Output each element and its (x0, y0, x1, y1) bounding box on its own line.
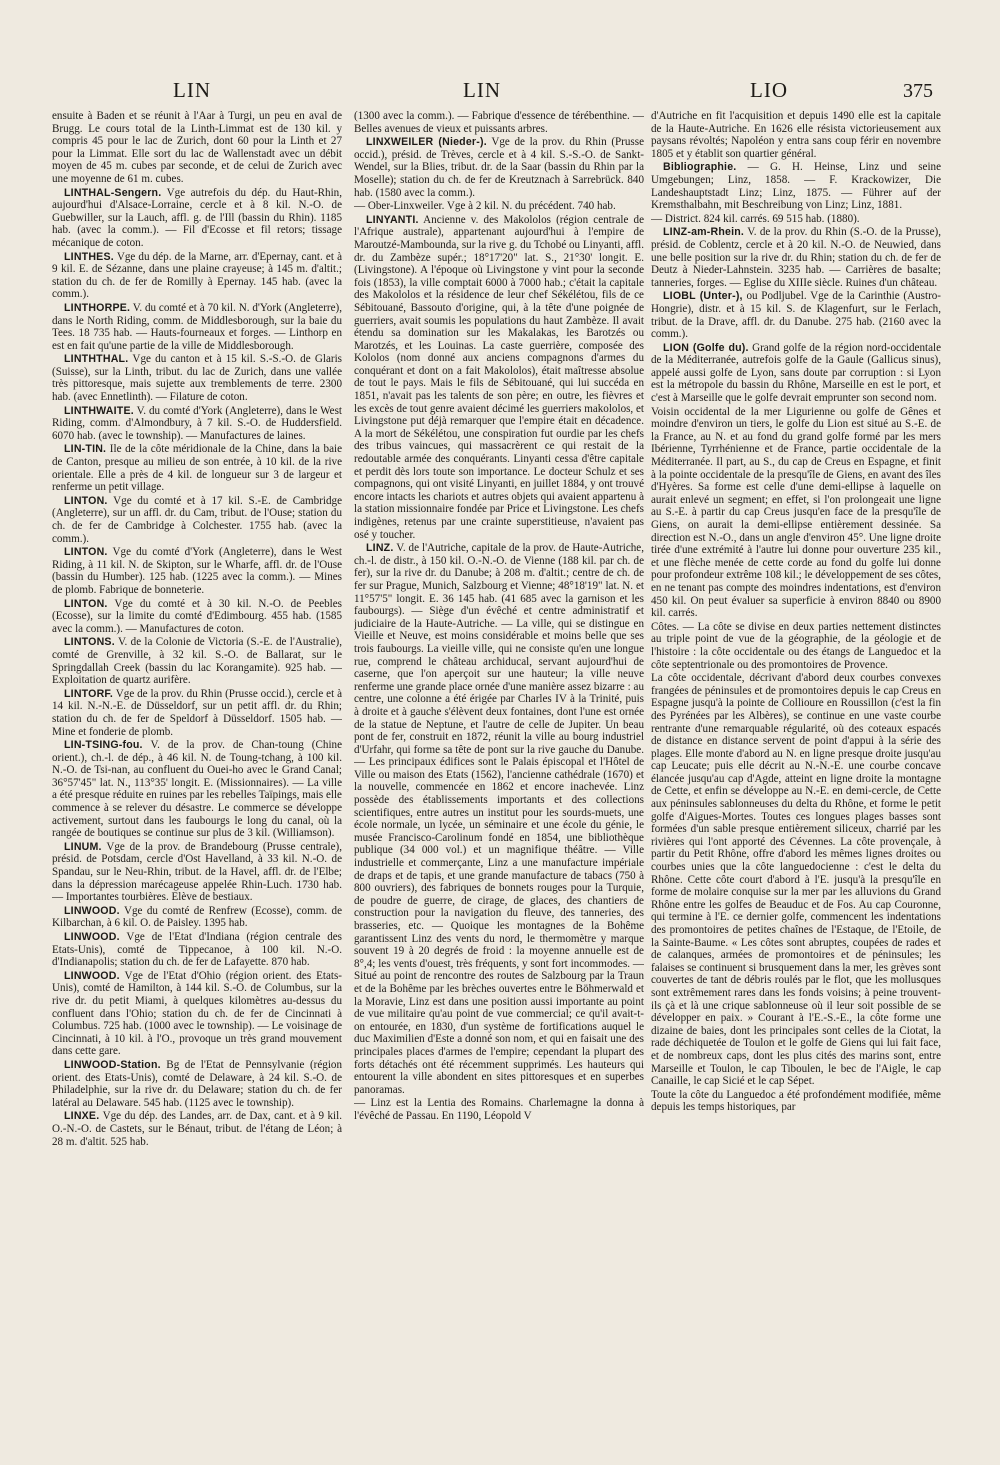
entry-text: La côte occidentale, décrivant d'abord deux courbes convexes frangées de péninsules et de promontoires depuis le cap Creus en Espagne jusqu'à la pointe de Collioure en Roussillon (c'est la fin des Pyrénées par les Albères), se continue en une vaste courbe rentrante d'une remarquable régularité, où des coteaux espacés de distance en distance servent de point d'appui à la série des plages. Elle monte d'abord au N. en ligne presque droite jusqu'au cap Leucate; puis elle décrit au N.-N.-E. une courbe concave élancée jusqu'au cap d'Agde, atteint en ligne droite la montagne de Cette, et enfin se développe au N.-E. en demi-cercle, de Cette aux péninsules sablonneuses du delta du Rhône, et forme le petit golfe d'Aigues-Mortes. Toutes ces longues plages basses sont formées d'un sable presque entièrement siliceux, charrié par les rivières qui l'ont apporté des Cévennes. La côte provençale, à partir du Petit Rhône, offre d'abord les mêmes lignes droites ou courbes unies que la côte languedocienne : c'est le delta du Rhône. Cette côte court d'abord à l'E. jusqu'à la presqu'île en forme de molaire conquise sur la mer par les alluvions du Grand Rhône entre les golfes de Beauduc et de Fos. Au cap Couronne, qui termine à l'E. ce dernier golfe, commencent les indentations des promontoires de petites chaînes de l'Estaque, de l'Etoile, de la Sainte-Baume. « Les côtes sont abruptes, coupées de rades et de calanques, armées de promontoires et de péninsules; les falaises se continuent si brusquement dans la mer, les grèves sont couvertes de tant de débris roulés par le flot, que les mollusques sont extrêmement rares dans les fonds voisins; à peine trouvent-ils çà et là une crique sablonneuse où il leur soit possible de se développer en paix. » Courant à l'E.-S.-E., la côte forme une dizaine de baies, dont les principales sont celles de la Ciotat, la rade déchiquetée de Toulon et le golfe de Giens qui lui fait face, et de nombreux caps, dont les plus cités des marins sont, entre Marseille et Toulon, le cap Tiboulen, le bec de l'Aigle, le cap Canaille, le cap Sicié et le cap Sépet. (651, 672, 941, 1088)
entry-headword: LINZ-am-Rhein. (663, 226, 745, 239)
entry-text: Vge du dép. de la Marne, arr. d'Epernay, cant. et à 9 kil. E. de Sézanne, dans une plaine crayeuse; à 145 m. d'altit.; station du ch. de fer de Romilly à Epernay. 145 hab. (avec la comm.). (52, 250, 342, 301)
dictionary-entry (651, 110, 941, 160)
entry-headword: LINTHWAITE. (64, 404, 134, 417)
entry-text: — District. 824 kil. carrés. 69 515 hab. (1880). (651, 212, 860, 225)
dictionary-entry (354, 136, 644, 199)
entry-headword: LINYANTI. (366, 213, 419, 226)
entry-text: — G. H. Heinse, Linz und seine Umgebungen; Linz, 1858. — F. Krackowizer, Die Landeshauptstadt Linz; Linz, 1875. — Führer auf der Kremsthalbahn, mit Beschreibung von Linz; Linz, 1881. (651, 161, 941, 212)
dictionary-entry (52, 110, 342, 186)
entry-headword: LIN-TSING-fou. (64, 739, 143, 752)
dictionary-entry (52, 187, 342, 250)
dictionary-entry (52, 1110, 342, 1148)
entry-headword: LINZ. (366, 542, 394, 555)
entry-text: Vge du comté de Renfrew (Ecosse), comm. de Kilbarchan, à 6 kil. O. de Paisley. 1395 hab. (52, 904, 342, 930)
dictionary-entry (52, 931, 342, 969)
entry-text: Vge autrefois du dép. du Haut-Rhin, aujourd'hui d'Alsace-Lorraine, cercle et à 8 kil. N.-O. de Guebwiller, sur la Lauch, affl. g. de l'Ill (bassin du Rhin). 1185 hab. (avec la comm.). — Fil d'Ecosse et fil retors; tissage mécanique de coton. (52, 186, 342, 249)
text-column-3 (651, 110, 941, 1450)
entry-headword: LIOBL (Unter-), (663, 290, 743, 303)
entry-text: Vge du canton et à 15 kil. S.-S.-O. de Glaris (Suisse), sur la Linth, tribut. du lac de Zurich, dans une vallée très pittoresque, mais sujette aux tremblements de terre. 2300 hab. (avec Ennetlinth). — Filature de coton. (52, 353, 342, 404)
text-column-2 (354, 110, 644, 1450)
entry-text: V. de l'Autriche, capitale de la prov. de Haute-Autriche, ch.-l. de distr., à 150 kil. O.-N.-O. de Vienne (188 kil. par ch. de fer), sur la rive dr. du Danube; à 208 m. d'altit.; centre de ch. de fer sur Prague, Munich, Salzbourg et Vienne; 48°18'19" lat. N. et 11°57'5" longit. E. 36 145 hab. (41 685 avec la garnison et les faubourgs). — Siège d'un évêché et centre administratif et judiciaire de la Haute-Autriche. — La ville, qui se distingue en Vieille et Neuve, est moins considérable et moins belle que ses trois faubourgs. La vieille ville, qui ne consiste qu'en une longue rue, comprend le château archiducal, servant aujourd'hui de caserne, que l'on aperçoit sur une hauteur; la ville neuve renferme une grande place ornée d'une manière assez bizarre : au centre, une colonne a été érigée par Charles IV à la Trinité, puis à droite et à gauche s'élèvent deux fontaines, dont l'une est ornée de la statue de Neptune, et l'autre de celle de Jupiter. Un beau pont de fer, construit en 1872, réunit la ville au bourg industriel d'Urfahr, qui forme sa tête de pont sur la rive gauche du Danube. — Les principaux édifices sont le Palais épiscopal et l'Hôtel de Ville ou maison des Etats (1562), l'ancienne cathédrale (1670) et la nouvelle, commencée en 1862 et encore inachevée. Linz possède des établissements importants et des collections scientifiques, entre autres un institut pour les sourds-muets, une école normale, un lycée, un séminaire et une école du génie, le musée Francisco-Carolinum fondé en 1854, une bibliothèque publique (34 000 vol.) et un magnifique théâtre. — Ville industrielle et commerçante, Linz a une manufacture impériale de draps et de tapis, et une grande manufacture de tabacs (750 à 800 ouvriers), des fabriques de bonnets rouges pour la Turquie, de poudre de guerre, de cirage, de glaces, des chantiers de construction pour la navigation du fleuve, des tanneries, des brasseries, etc. — Quoique les montagnes de la Bohême garantissent Linz des vents du nord, le thermomètre y marque souvent 19 à 20 degrés de froid : la moyenne annuelle est de 8°,4; les vents d'ouest, très fréquents, y sont fort incommodes. — Situé au point de rencontre des routes de Salzbourg par la Traun et de la Bohême par les brèches ouvertes entre le Böhmerwald et la Moravie, Linz est dans une position aussi importante au point de vue militaire qu'au point de vue commercial; ce qu'il avait-t-on entourée, en 1830, d'un système de fortifications auquel le duc Maximilien d'Este a donné son nom, et qui en faisait une des principales places d'armes de l'empire; cependant la plupart des forts détachés ont été récemment supprimés. Les hauteurs qui entourent la ville abondent en sites pittoresques et en superbes panoramas. (354, 542, 644, 1096)
dictionary-entry (52, 302, 342, 352)
dictionary-entry (52, 405, 342, 443)
entry-text: V. de la Colonie de Victoria (S.-E. de l'Australie), comté de Grenville, à 32 kil. S.-O. de Ballarat, sur le Springdallah Creek (bassin du lac Korangamite). 925 hab. — Exploitation de quartz aurifère. (52, 636, 342, 687)
entry-headword: LINTHORPE. (64, 301, 131, 314)
dictionary-entry (52, 688, 342, 738)
entry-headword: LINTHTHAL. (64, 353, 129, 366)
dictionary-entry (52, 546, 342, 596)
entry-headword: LINWOOD-Station. (64, 1058, 161, 1071)
dictionary-entry (354, 200, 644, 213)
text-column-1 (52, 110, 342, 1450)
dictionary-entry (52, 970, 342, 1058)
entry-headword: LINWOOD. (64, 969, 120, 982)
entry-text: Vge de la prov. du Rhin (Prusse occid.), cercle et à 14 kil. N.-N.-E. de Düsseldorf, sur un petit affl. dr. du Rhin; station du ch. de fer de Speldorf à Düsseldorf. 1505 hab. — Mine et fonderie de plomb. (52, 687, 342, 738)
entry-text: ou Podljubel. Vge de la Carinthie (Austro-Hongrie), distr. et à 15 kil. S. de Klagenfurt, sur le Ferlach, tribut. de la Drave, affl. dr. du Danube. 275 hab. (2160 avec la comm.). (651, 290, 941, 341)
entry-text: d'Autriche en fit l'acquisition et depuis 1490 elle est la capitale de la Haute-Autriche. En 1626 elle résista victorieusement aux paysans révoltés; Napoléon y entra sans coup férir en novembre 1805 et y établit son quartier général. (651, 110, 941, 160)
entry-text: V. de la prov. du Rhin (S.-O. de la Prusse), présid. de Coblentz, cercle et à 20 kil. N.-O. de Neuwied, dans une belle position sur la rive dr. du Rhin; station du ch. de fer de Deutz à Nieder-Lahnstein. 3235 hab. — Carrières de basalte; tanneries, forges. — Eglise du XIIIe siècle. Ruines d'un château. (651, 226, 941, 289)
entry-text: Voisin occidental de la mer Ligurienne ou golfe de Gênes et moindre d'environ un tiers, le golfe du Lion est situé au S.-E. de la France, au N. et au fond du grand golfe formé par les mers Ibérienne, Tyrrhénienne et de France, partie occidentale de la Méditerranée. Il part, au S., du cap de Creus en Espagne, et finit à la pointe occidentale de la presqu'île de Giens, en avant des îles d'Hyères. Sa forme est celle d'une demi-ellipse à laquelle on aurait enlevé un segment; en effet, si l'on prolongeait une ligne au S.-E. à partir du cap Creus jusqu'en face de la presqu'île de Giens, on aurait la demi-ellipse entièrement dessinée. Sa direction est N.-O., dans un angle d'environ 45°. Une ligne droite tirée d'une extrémité à l'autre lui donne pour ouverture 235 kil., et une flèche menée de cette corde au fond du golfe lui donne pour profondeur extrême 108 kil.; le développement de ses côtes, en ne tenant pas compte des moindres indentations, est d'environ 450 kil. On peut évaluer sa superficie à environ 8840 ou 8900 kil. carrés. (651, 405, 941, 620)
dictionary-entry (651, 161, 941, 211)
entry-text: Vge de l'Etat d'Indiana (région centrale des Etats-Unis), comté de Tippecanoe, à 100 kil. N.-O. d'Indianapolis; station du ch. de fer de Lafayette. 870 hab. (52, 931, 342, 969)
entry-text: — Linz est la Lentia des Romains. Charlemagne la donna à l'évêché de Passau. En 1190, Léopold V (354, 1097, 644, 1122)
entry-headword: LINTON. (64, 494, 108, 507)
entry-headword: LINTON. (64, 546, 108, 559)
dictionary-entry (52, 598, 342, 636)
entry-headword: Bibliographie. (663, 161, 737, 174)
entry-text: Grand golfe de la région nord-occidentale de la Méditerranée, autrefois golfe de la Gaule (Gallicus sinus), appelé aussi golfe de Lyon, sans doute par corruption : si Lyon est la métropole du bassin du Rhône, Marseille en est le port, et c'est à Marseille que le golfe devrait emprunter son second nom. (651, 341, 941, 405)
dictionary-entry (52, 636, 342, 686)
dictionary-entry (52, 739, 342, 840)
dictionary-entry (354, 542, 644, 1096)
entry-headword: LINXE. (64, 1110, 100, 1123)
entry-headword: LINTORF. (64, 687, 114, 700)
entry-headword: LINTHAL-Sengern. (64, 186, 162, 199)
entry-text: Ile de la côte méridionale de la Chine, dans la baie de Canton, presque au milieu de son entrée, à 10 kil. de la rive orientale. Elle a près de 4 kil. de longueur sur 3 de largeur et renferme un petit village. (52, 443, 342, 494)
dictionary-entry (651, 213, 941, 226)
dictionary-entry (52, 841, 342, 904)
entry-headword: LIN-TIN. (64, 443, 107, 456)
dictionary-entry (651, 1089, 941, 1114)
entry-text: V. du comté et à 70 kil. N. d'York (Angleterre), dans le North Riding, comm. de Middlesborough, sur la baie du Tees. 18 735 hab. — Hauts-fourneaux et forges. — Linthorp en est en fait qu'une partie de la ville de Middlesborough. (52, 301, 342, 352)
entry-text: Vge du comté et à 17 kil. S.-E. de Cambridge (Angleterre), sur un affl. dr. du Cam, tribut. de l'Ouse; station du ch. de fer de Cambridge à Colchester. 1755 hab. (avec la comm.). (52, 494, 342, 545)
entry-headword: LINUM. (64, 840, 102, 853)
entry-text: Vge du comté d'York (Angleterre), dans le West Riding, à 11 kil. N. de Skipton, sur le Wharfe, affl. dr. de l'Ouse (bassin du Humber). 125 hab. (1225 avec la comm.). — Mines de plomb. Fabrique de bonneterie. (52, 546, 342, 596)
entry-text: Côtes. — La côte se divise en deux parties nettement distinctes au triple point de vue de la géographie, de la géologie et de l'histoire : la côte occidentale ou des étangs de Languedoc et la côte septentrionale ou des promontoires de Provence. (651, 620, 941, 671)
entry-text: Vge du comté et à 30 kil. N.-O. de Peebles (Ecosse), sur la limite du comté d'Edimbourg. 455 hab. (1585 avec la comm.). — Manufactures de coton. (52, 597, 342, 635)
entry-headword: LION (Golfe du). (663, 341, 749, 354)
entry-text: — Ober-Linxweiler. Vge à 2 kil. N. du précédent. 740 hab. (354, 200, 616, 213)
dictionary-entry (651, 226, 941, 289)
dictionary-entry (52, 443, 342, 493)
page-number: 375 (903, 80, 933, 102)
entry-headword: LINTON. (64, 597, 108, 610)
dictionary-entry (354, 1097, 644, 1122)
entry-text: V. du comté d'York (Angleterre), dans le West Riding, comm. d'Almondbury, à 7 kil. S.-O. de Huddersfield. 6070 hab. (avec le township). — Manufactures de laines. (52, 404, 342, 442)
dictionary-entry (354, 214, 644, 541)
entry-text: Ancienne v. des Makololos (région centrale de l'Afrique australe), appartenant aujourd'hui à l'empire de Maroutzé-Mambounda, sur la rive g. du Tchobé ou Linyanti, affl. dr. du Zambèze supér.; 18°17'20" lat. S., 21°30' longit. E. (Livingstone). A l'époque où Livingstone y vint pour la seconde fois (1853), la ville comptait 6000 à 7000 hab.; c'était la capitale des Makololos et la résidence de leur chef Sékélétou, fils de ce Sébitouané, Bassouto d'origine, qui, à la tête d'une poignée de guerriers, avait soumis les populations du haut Zambèze. Il avait étendu sa domination sur les Makalakas, les Barotzés ou Marotzés, et les Louinas. La caste guerrière, composée des Kololos (nom donné aux anciens compagnons d'armes du conquérant et dont on a fait Makololos), était maîtresse absolue de tout le pays. Mais le fils de Sébitouané, qui lui succéda en 1851, n'avait pas les talents de son père; en outre, les fièvres et les excès de tout genre avaient décimé les guerriers makololos, et Livingstone put déjà remarquer que l'empire était en décadence. A la mort de Sékélétou, une conspiration fut ourdie par les chefs des tribus vaincues, qui massacrèrent ce qui restait de la redoutable armée des conquérants. Linyanti cessa d'être capitale et perdit dès lors toute son importance. Le docteur Schulz et ses compagnons, qui ont visité Linyanti, en juillet 1884, y ont trouvé encore intacts les chariots et autres objets qui avaient appartenu à la station missionnaire fondée par Price et Livingstone. Les chefs indigènes, retenus par une crainte superstitieuse, n'avaient pas osé y toucher. (354, 213, 644, 541)
entry-text: Vge de la prov. du Rhin (Prusse occid.), présid. de Trèves, cercle et à 4 kil. S.-S.-O. de Sankt-Wendel, sur la Blies, tribut. dr. de la Saar (bassin du Rhin par la Moselle); station du ch. de fer de Kreutznach à Sarrebrück. 840 hab. (1580 avec la comm.). (354, 136, 644, 199)
entry-headword: LINWOOD. (64, 931, 120, 943)
header-left-word: LIN (173, 78, 211, 102)
entry-headword: LINXWEILER (Nieder-). (366, 136, 487, 149)
dictionary-entry (52, 251, 342, 301)
dictionary-entry (52, 905, 342, 930)
entry-text: ensuite à Baden et se réunit à l'Aar à Turgi, un peu en aval de Brugg. Le cours total de la Linth-Limmat est de 130 kil. y compris 45 pour le lac de Zurich, dont 60 pour la Linth et 27 pour la Limmat. Elle sort du lac de Wallenstadt avec un débit moyen de 45 m. cubes par seconde, et de celui de Zurich avec une moyenne de 61 m. cubes. (52, 110, 342, 185)
dictionary-entry (354, 110, 644, 135)
entry-text: Vge du dép. des Landes, arr. de Dax, cant. et à 9 kil. O.-N.-O. de Castets, sur le Bénaut, tribut. de l'étang de Léon; à 28 m. d'altit. 525 hab. (52, 1110, 342, 1148)
dictionary-entry (651, 342, 941, 405)
dictionary-entry (651, 621, 941, 671)
header-right-word: LIO (750, 78, 788, 102)
header-center-word: LIN (463, 78, 501, 102)
entry-text: Toute la côte du Languedoc a été profondément modifiée, même depuis les temps historiques, par (651, 1088, 941, 1114)
entry-text: Vge de l'Etat d'Ohio (région orient. des Etats-Unis), comté de Hamilton, à 144 kil. S.-O. de Columbus, sur la rive dr. du petit Miami, à quelques kilomètres au-dessus du confluent dans l'Ohio; station du ch. de fer de Cincinnati à Columbus. 725 hab. (1000 avec le township). — Le voisinage de Cincinnati, à 10 kil. à l'O., provoque un très grand mouvement dans cette gare. (52, 969, 342, 1058)
dictionary-entry (651, 672, 941, 1088)
entry-text: Bg de l'Etat de Pennsylvanie (région orient. des Etats-Unis), comté de Delaware, à 24 kil. S.-O. de Philadelphie, sur la rive dr. du Delaware; station du ch. de fer latéral au Delaware. 545 hab. (1125 avec le township). (52, 1058, 342, 1109)
dictionary-entry (651, 290, 941, 340)
dictionary-entry (651, 406, 941, 620)
entry-text: V. de la prov. de Chan-toung (Chine orient.), ch.-l. de dép., à 46 kil. N. de Toung-tchang, à 100 kil. N.-O. de Tsi-nan, au confluent du Ouei-ho avec le Grand Canal; 36°57'45" lat. N., 113°35' longit. E. (Missionnaires). — La ville a été presque réduite en ruines par les rebelles Taïpings, mais elle commence à se relever du désastre. Le commerce se développe activement, surtout dans les faubourgs le long du canal, où la rangée de boutiques se continue sur plus de 3 kil. (Williamson). (52, 739, 342, 840)
entry-headword: LINTONS. (64, 636, 115, 649)
entry-headword: LINTHES. (64, 250, 114, 263)
entry-text: (1300 avec la comm.). — Fabrique d'essence de térébenthine. — Belles avenues de vieux et puissants arbres. (354, 110, 644, 135)
dictionary-entry (52, 353, 342, 403)
entry-headword: LINWOOD. (64, 904, 120, 917)
entry-text: Vge de la prov. de Brandebourg (Prusse centrale), présid. de Potsdam, cercle d'Ost Havelland, à 33 kil. N.-O. de Spandau, sur le Neu-Rhin, tribut. de la Havel, affl. dr. de l'Elbe; dans la dépression marécageuse appelée Rhin-Luch. 1730 hab. — Importantes tourbières. Elève de bestiaux. (52, 840, 342, 904)
dictionary-entry (52, 1059, 342, 1109)
dictionary-entry (52, 495, 342, 545)
